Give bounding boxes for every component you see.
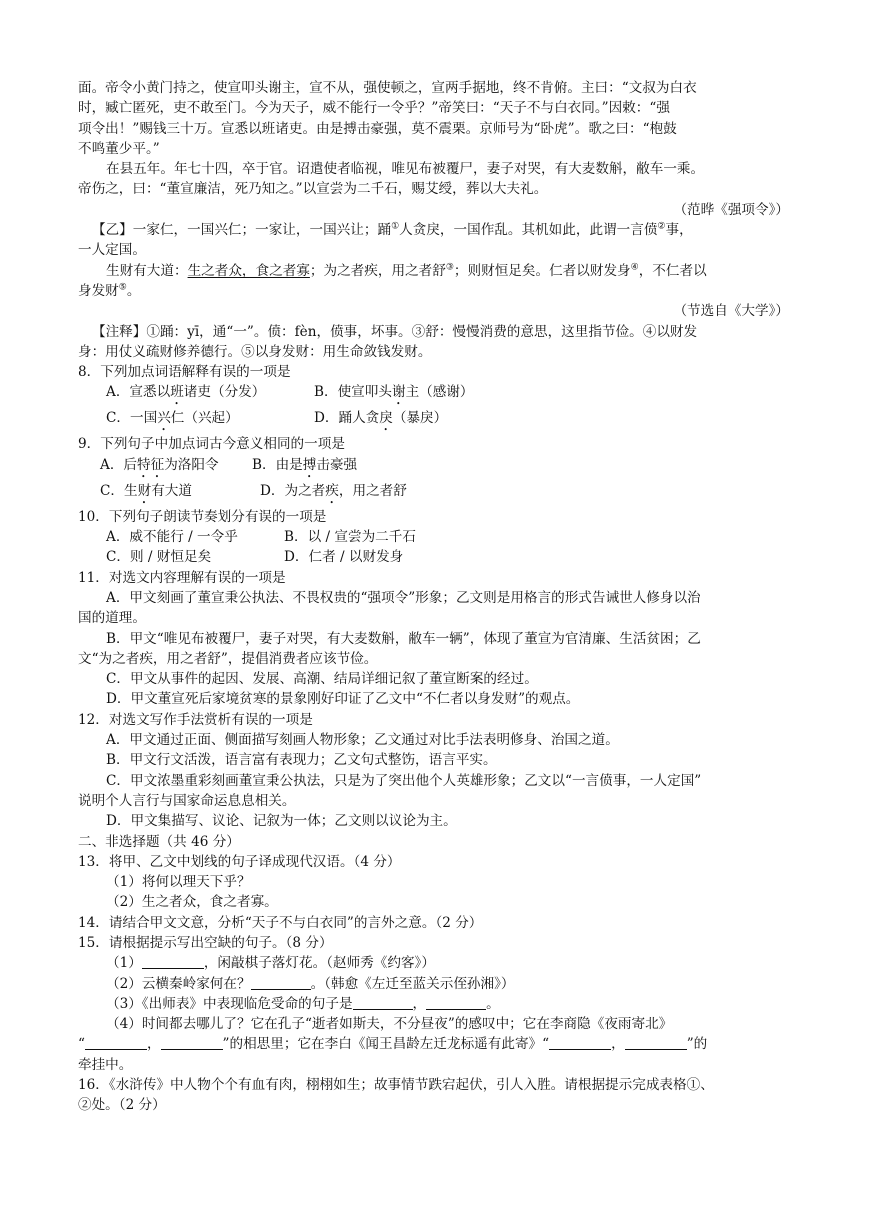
passage-a-line: 时，臧亡匿死，吏不敢至门。今为天子，威不能行一令乎？”帝笑曰：“天子不与白衣同。”因敕：“强 (78, 100, 670, 117)
option-b: B．使宣叩头谢主（感谢） (314, 384, 474, 401)
option-a: A．甲文通过正面、侧面描写刻画人物形象；乙文通过对比手法表明修身、治国之道。 (106, 732, 619, 749)
passage-b-line: 身发财⑤。 (78, 282, 141, 299)
question-13-item: （2）生之者众，食之者寡。 (106, 894, 278, 911)
question-15-item: （1） ，闲敲棋子落灯花。（赵师秀《约客》） (106, 955, 435, 972)
answer-blank[interactable] (426, 995, 486, 1010)
question-13-item: （1）将何以理天下乎？ (106, 874, 251, 891)
question-11-stem: 11．对选文内容理解有误的一项是 (78, 569, 286, 586)
option-b: 文“为之者疾，用之者舒”，提倡消费者应该节俭。 (78, 650, 378, 667)
question-8-options (78, 382, 793, 408)
question-9-stem: 9．下列句子中加点词古今意义相同的一项是 (78, 436, 345, 453)
option-c: C．一国兴仁（兴起） (106, 410, 239, 427)
passage-a-line: 面。帝令小黄门持之，使宣叩头谢主，宣不从，强使顿之，宣两手据地，终不肯俯。主曰：“文叔为白衣 (78, 80, 697, 96)
option-d: D．为之者疾，用之者舒 (260, 482, 407, 499)
passage-a-line: 帝伤之，曰：“董宣廉洁，死乃知之。”以宣尝为二千石，赐艾绶，葬以大夫礼。 (78, 181, 548, 198)
option-a: A．宣悉以班诸吏（分发） (106, 384, 266, 401)
option-b: B．由是搏击豪强 (252, 456, 358, 473)
section-heading: 二、非选择题（共 46 分） (78, 833, 240, 850)
annotation-line: 【注释】①踊：yī，通“一”。偾：fèn，偾事，坏事。③舒：慢慢消费的意思，这里指节俭。④以财发 (92, 323, 698, 340)
answer-blank[interactable] (142, 954, 204, 969)
option-a: A．威不能行 / 一令乎 (106, 529, 238, 546)
passage-b-line: 一人定国。 (78, 242, 146, 259)
question-9-options (78, 455, 793, 481)
passage-a-line: 在县五年。年七十四，卒于官。诏遣使者临视，唯见布被覆尸，妻子对哭，有大麦数斛，敝车一乘。 (106, 161, 705, 178)
answer-blank[interactable] (353, 995, 413, 1010)
option-c: C．生财有大道 (100, 482, 192, 499)
question-16-stem: ②处。（2 分） (78, 1097, 166, 1114)
option-b: B．甲文“唯见布被覆尸，妻子对哭，有大麦数斛，敝车一辆”，体现了董宣为官清廉、生活贫困；乙 (106, 630, 701, 647)
answer-blank[interactable] (625, 1035, 687, 1050)
option-d: D．甲文董宣死后家境贫寒的景象刚好印证了乙文中“不仁者以身发财”的观点。 (106, 691, 580, 708)
option-a: 国的道理。 (78, 610, 146, 627)
option-c: C．甲文浓墨重彩刻画董宣秉公执法，只是为了突出他个人英雄形象；乙文以“一言偾事，一人定国” (106, 772, 702, 789)
question-15-item: 牵挂中。 (78, 1056, 133, 1073)
passage-a-source: （范晔《强项令》） (673, 201, 789, 218)
option-a: A．甲文刻画了董宣秉公执法、不畏权贵的“强项令”形象；乙文则是用格言的形式告诫世人修身以治 (106, 589, 701, 606)
passage-a-line: 不鸣董少平。” (78, 140, 160, 157)
option-b: B．以 / 宣尝为二千石 (284, 529, 416, 546)
question-8-stem: 8．下列加点词语解释有误的一项是 (78, 364, 291, 381)
answer-blank[interactable] (85, 1035, 147, 1050)
answer-blank[interactable] (251, 975, 311, 990)
question-15-item: “ ， ”的相思里；它在李白《闻王昌龄左迁龙标遥有此寄》“ ， ”的 (78, 1036, 708, 1053)
passage-b-source: （节选自《大学》） (673, 303, 789, 320)
question-9-options (78, 481, 793, 507)
option-d: D．甲文集描写、议论、记叙为一体；乙文则以议论为主。 (106, 813, 457, 830)
passage-b-line: 【乙】一家仁，一国兴仁；一家让，一国兴让；踊①人贪戾，一国作乱。其机如此，此谓一言偾②事， (92, 221, 693, 239)
question-13-stem: 13．将甲、乙文中划线的句子译成现代汉语。（4 分） (78, 853, 401, 870)
question-12-stem: 12．对选文写作手法赏析有误的一项是 (78, 711, 313, 728)
option-c: C．则 / 财恒足矣 (106, 549, 212, 566)
option-c: C．甲文从事件的起因、发展、高潮、结局详细记叙了董宣断案的经过。 (106, 671, 538, 688)
option-d: D．仁者 / 以财发身 (284, 549, 404, 566)
question-15-item: （4）时间都去哪儿了？它在孔子“逝者如斯夫，不分昼夜”的感叹中；它在李商隐《夜雨寄北》 (106, 1016, 673, 1033)
passage-b-line: 生财有大道：生之者众，食之者寡；为之者疾，用之者舒③；则财恒足矣。仁者以财发身④，不仁者以 (106, 262, 707, 279)
question-15-stem: 15．请根据提示写出空缺的句子。（8 分） (78, 934, 333, 951)
question-15-item: （3）《出师表》中表现临危受命的句子是 ， 。 (106, 995, 500, 1012)
annotation-line: 身：用仗义疏财修养德行。⑤以身发财：用生命敛钱发财。 (78, 343, 432, 360)
option-b: B．甲文行文活泼，语言富有表现力；乙文句式整饬，语言平实。 (106, 752, 497, 769)
option-d: D．踊人贪戾（暴戾） (314, 410, 448, 427)
question-14-stem: 14．请结合甲文文意，分析“天子不与白衣同”的言外之意。（2 分） (78, 914, 483, 931)
underlined-sentence: 生之者众，食之者寡 (187, 262, 310, 279)
question-10-options (78, 527, 793, 547)
question-8-options (78, 408, 793, 434)
answer-blank[interactable] (549, 1035, 611, 1050)
passage-a-line: 项令出！”赐钱三十万。宣悉以班诸吏。由是搏击豪强，莫不震栗。京师号为“卧虎”。歌之曰：“枹鼓 (78, 120, 677, 137)
question-15-item: （2）云横秦岭家何在？ 。（韩愈《左迁至蓝关示侄孙湘》） (106, 975, 515, 992)
question-10-options (78, 547, 793, 567)
question-16-stem: 16．《水浒传》中人物个个有血有肉，栩栩如生；故事情节跌宕起伏，引人入胜。请根据提示完成表格①、 (78, 1077, 714, 1094)
question-10-stem: 10．下列句子朗读节奏划分有误的一项是 (78, 508, 327, 525)
option-a: A．后特征为洛阳令 (100, 456, 219, 473)
answer-blank[interactable] (161, 1035, 223, 1050)
option-c: 说明个人言行与国家命运息息相关。 (78, 792, 296, 809)
